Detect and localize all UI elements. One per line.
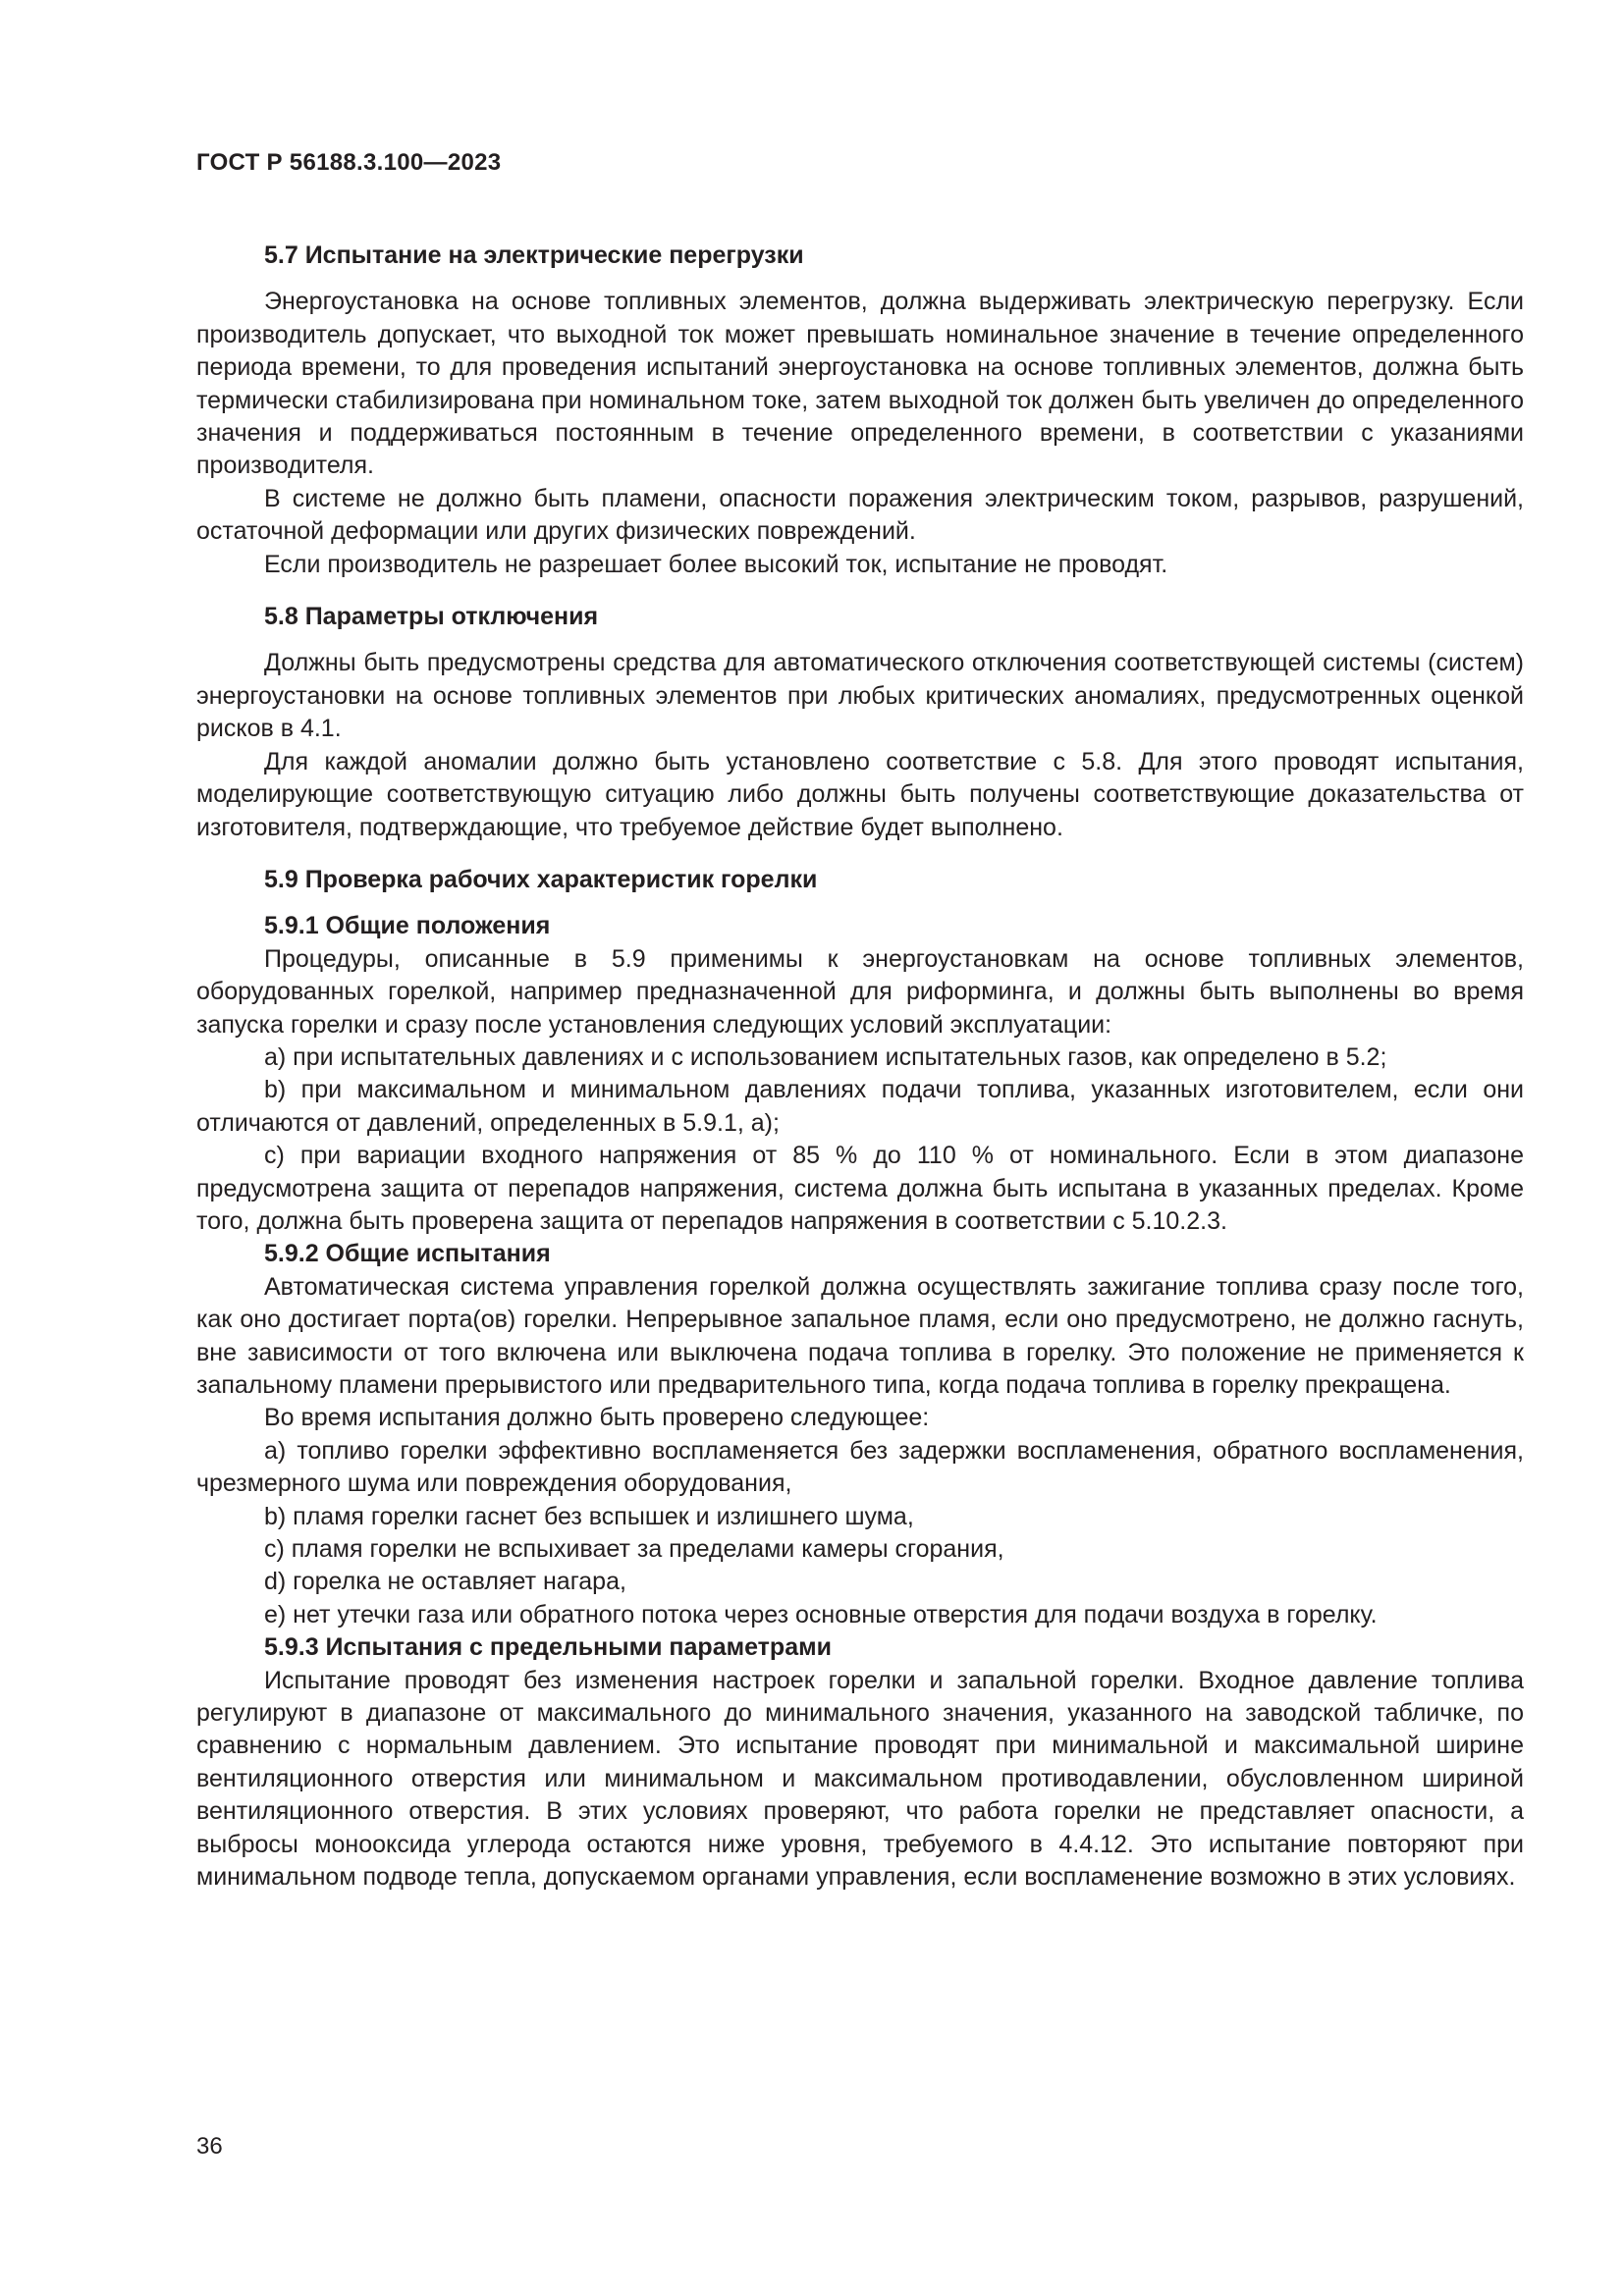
section-heading-5-7: 5.7 Испытание на электрические перегрузки: [264, 241, 804, 269]
subsection-heading-5-9-1: 5.9.1 Общие положения: [264, 912, 551, 940]
paragraph: Если производитель не разрешает более высокий ток, испытание не проводят.: [264, 550, 1168, 578]
subsection-heading-5-9-3: 5.9.3 Испытания с предельными параметрами: [264, 1633, 832, 1662]
paragraph: Во время испытания должно быть проверено следующее:: [264, 1404, 930, 1432]
section-heading-5-9: 5.9 Проверка рабочих характеристик горелки: [264, 865, 818, 893]
paragraph: Должны быть предусмотрены средства для автоматического отключения соответствующей системы (систем) энергоустановки на основе топливных элементов при любых критических аномалиях, предусмотренных оценкой рисков в 4.1.: [196, 649, 1524, 743]
paragraph: Энергоустановка на основе топливных элементов, должна выдерживать электрическую перегрузку. Если производитель допускает, что выходной ток может превышать номинальное значение в течение определенного периода времени, то для проведения испытаний энергоустановка на основе топливных элементов, должна быть термически стабилизирована при номинальном токе, затем выходной ток должен быть увеличен до определенного значения и поддерживаться постоянным в течение определенного времени, в соответствии с указаниями производителя.: [196, 288, 1524, 480]
page-number: 36: [196, 2133, 223, 2160]
list-item: b) пламя горелки гаснет без вспышек и излишнего шума,: [264, 1502, 914, 1530]
paragraph: Испытание проводят без изменения настроек горелки и запальной горелки. Входное давление топлива регулируют в диапазоне от максимального до минимального значения, указанного на заводской табличке, по сравнению с нормальным давлением. Это испытание проводят при минимальной и максимальной ширине вентиляционного отверстия или минимальном и максимальном противодавлении, обусловленном шириной вентиляционного отверстия. В этих условиях проверяют, что работа горелки не представляет опасности, а выбросы монооксида углерода остаются ниже уровня, требуемого в 4.4.12. Это испытание повторяют при минимальном подводе тепла, допускаемом органами управления, если воспламенение возможно в этих условиях.: [196, 1666, 1524, 1892]
document-page: [196, 147, 1524, 2248]
list-item: а) топливо горелки эффективно воспламеняется без задержки воспламенения, обратного воспламенения, чрезмерного шума или повреждения оборудования,: [196, 1436, 1524, 1498]
document-body: [196, 240, 1524, 1895]
section-heading-5-8: 5.8 Параметры отключения: [264, 603, 599, 631]
paragraph: Процедуры, описанные в 5.9 применимы к энергоустановкам на основе топливных элементов, оборудованных горелкой, например предназначенной для риформинга, и должны быть выполнены во время запуска горелки и сразу после установления следующих условий эксплуатации:: [196, 944, 1524, 1039]
document-code-header: ГОСТ Р 56188.3.100—2023: [196, 149, 502, 176]
list-item: c) пламя горелки не вспыхивает за пределами камеры сгорания,: [264, 1535, 1004, 1564]
paragraph: В системе не должно быть пламени, опасности поражения электрическим током, разрывов, разрушений, остаточной деформации или других физических повреждений.: [196, 484, 1524, 546]
list-item: e) нет утечки газа или обратного потока через основные отверстия для подачи воздуха в горелку.: [264, 1600, 1378, 1629]
paragraph: Для каждой аномалии должно быть установлено соответствие с 5.8. Для этого проводят испытания, моделирующие соответствующую ситуацию либо должны быть получены соответствующие доказательства от изготовителя, подтверждающие, что требуемое действие будет выполнено.: [196, 747, 1524, 841]
list-item: b) при максимальном и минимальном давлениях подачи топлива, указанных изготовителем, если они отличаются от давлений, определенных в 5.9.1, а);: [196, 1076, 1524, 1137]
paragraph: Автоматическая система управления горелкой должна осуществлять зажигание топлива сразу после того, как оно достигает порта(ов) горелки. Непрерывное запальное пламя, если оно предусмотрено, не должно гаснуть, вне зависимости от того включена или выключена подача топлива в горелку. Это положение не применяется к запальному пламени прерывистого или предварительного типа, когда подача топлива в горелку прекращена.: [196, 1272, 1524, 1399]
list-item: d) горелка не оставляет нагара,: [264, 1568, 626, 1596]
list-item: c) при вариации входного напряжения от 85 % до 110 % от номинального. Если в этом диапазоне предусмотрена защита от перепадов напряжения, система должна быть испытана в указанных пределах. Кроме того, должна быть проверена защита от перепадов напряжения в соответствии с 5.10.2.3.: [196, 1142, 1524, 1235]
subsection-heading-5-9-2: 5.9.2 Общие испытания: [264, 1240, 551, 1268]
list-item: a) при испытательных давлениях и с использованием испытательных газов, как определено в 5.2;: [264, 1042, 1387, 1071]
